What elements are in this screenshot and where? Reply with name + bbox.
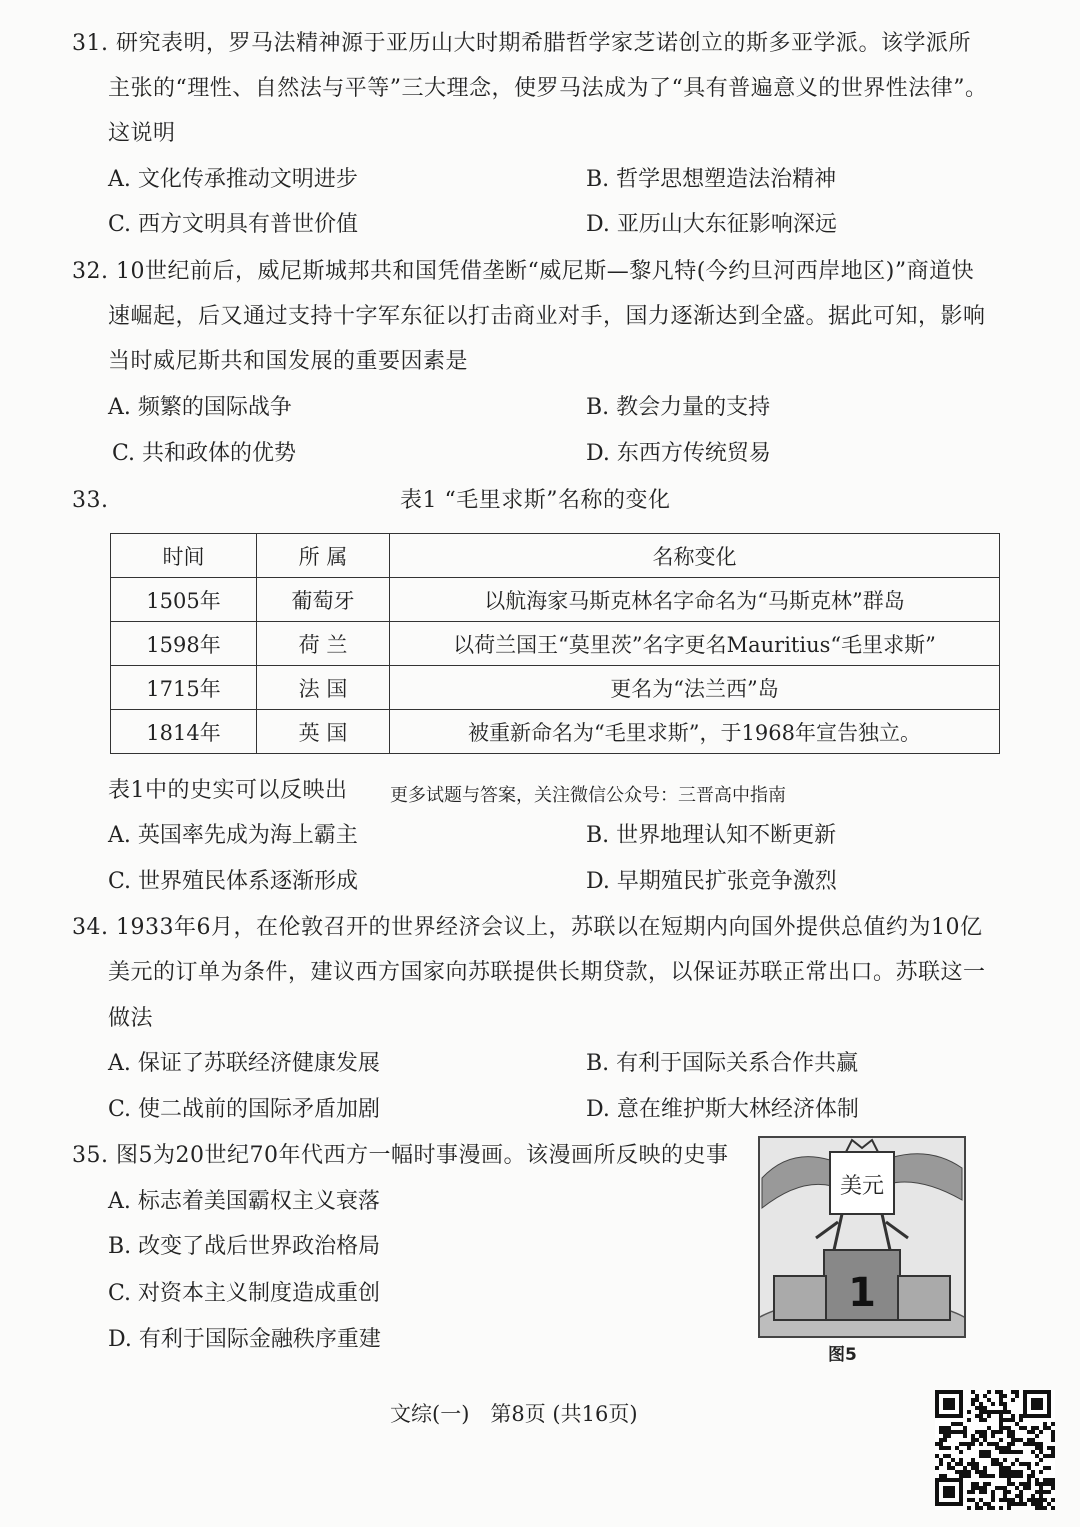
cell-change: 更名为“法兰西”岛 xyxy=(390,666,1000,710)
cell-time: 1814年 xyxy=(111,710,257,754)
q31-line-2: 主张的“理性、自然法与平等”三大理念，使罗马法成为了“具有普遍意义的世界性法律”。 xyxy=(108,76,988,101)
cartoon-sign: 美元 xyxy=(839,1174,885,1199)
q34-option-d: D. 意在维护斯大林经济体制 xyxy=(586,1097,859,1122)
q35-line-1: 35. 图5为20世纪70年代西方一幅时事漫画。该漫画所反映的史事 xyxy=(72,1143,729,1168)
page-footer: 文综(一) 第8页 (共16页) xyxy=(390,1402,638,1426)
q34-option-b: B. 有利于国际关系合作共赢 xyxy=(586,1051,859,1076)
table-row xyxy=(111,666,1000,710)
table-row xyxy=(111,578,1000,622)
promo-note: 更多试题与答案，关注微信公众号：三晋高中指南 xyxy=(390,785,786,806)
cell-change: 被重新命名为“毛里求斯”，于1968年宣告独立。 xyxy=(390,710,1000,754)
q34-option-c: C. 使二战前的国际矛盾加剧 xyxy=(108,1097,381,1122)
table-title: 表1 “毛里求斯”名称的变化 xyxy=(400,488,671,513)
cartoon-drawing xyxy=(760,1138,964,1336)
q33-option-a: A. 英国率先成为海上霸主 xyxy=(108,823,358,848)
name-change-table xyxy=(110,533,1000,754)
q32-line-3: 当时威尼斯共和国发展的重要因素是 xyxy=(108,349,469,374)
q35-option-d: D. 有利于国际金融秩序重建 xyxy=(108,1327,381,1352)
q33-option-d: D. 早期殖民扩张竞争激烈 xyxy=(586,869,837,894)
cell-change: 以荷兰国王“莫里茨”名字更名Mauritius“毛里求斯” xyxy=(390,622,1000,666)
table-row xyxy=(111,710,1000,754)
q32-line-2: 速崛起，后又通过支持十字军东征以打击商业对手，国力逐渐达到全盛。据此可知，影响 xyxy=(108,304,986,329)
q31-option-b: B. 哲学思想塑造法治精神 xyxy=(586,167,837,192)
q33-option-b: B. 世界地理认知不断更新 xyxy=(586,823,837,848)
q31-option-d: D. 亚历山大东征影响深远 xyxy=(586,212,837,237)
table-header-row xyxy=(111,534,1000,578)
q32-option-a: A. 频繁的国际战争 xyxy=(108,395,292,420)
q33-number: 33. xyxy=(72,488,109,513)
q34-line-2: 美元的订单为条件，建议西方国家向苏联提供长期贷款，以保证苏联正常出口。苏联这一 xyxy=(108,960,986,985)
q33-option-c: C. 世界殖民体系逐渐形成 xyxy=(108,869,359,894)
q34-option-a: A. 保证了苏联经济健康发展 xyxy=(108,1051,380,1076)
q32-line-1: 32. 10世纪前后，威尼斯城邦共和国凭借垄断“威尼斯—黎凡特(今约旦河西岸地区)”商道快 xyxy=(72,259,975,284)
podium-number: 1 xyxy=(848,1270,876,1316)
q32-option-b: B. 教会力量的支持 xyxy=(586,395,771,420)
q32-option-d: D. 东西方传统贸易 xyxy=(586,441,771,466)
cell-time: 1598年 xyxy=(111,622,257,666)
cell-belong: 英 国 xyxy=(257,710,390,754)
q33-stem: 表1中的史实可以反映出 xyxy=(108,778,348,803)
cell-belong: 法 国 xyxy=(257,666,390,710)
figure-caption: 图5 xyxy=(828,1345,857,1365)
cell-change: 以航海家马斯克林名字命名为“马斯克林”群岛 xyxy=(390,578,1000,622)
q35-option-b: B. 改变了战后世界政治格局 xyxy=(108,1234,381,1259)
q32-option-c: C. 共和政体的优势 xyxy=(112,441,297,466)
q34-line-3: 做法 xyxy=(108,1006,154,1031)
q31-line-3: 这说明 xyxy=(108,121,176,146)
q31-option-c: C. 西方文明具有普世价值 xyxy=(108,212,359,237)
header-change: 名称变化 xyxy=(390,534,1000,578)
cell-time: 1505年 xyxy=(111,578,257,622)
q35-option-a: A. 标志着美国霸权主义衰落 xyxy=(108,1189,380,1214)
q31-line-1: 31. 研究表明，罗马法精神源于亚历山大时期希腊哲学家芝诺创立的斯多亚学派。该学派所 xyxy=(72,31,971,56)
cell-time: 1715年 xyxy=(111,666,257,710)
cell-belong: 葡萄牙 xyxy=(257,578,390,622)
table-row xyxy=(111,622,1000,666)
q35-option-c: C. 对资本主义制度造成重创 xyxy=(108,1281,381,1306)
header-time: 时间 xyxy=(111,534,257,578)
q34-line-1: 34. 1933年6月，在伦敦召开的世界经济会议上，苏联以在短期内向国外提供总值约为10亿 xyxy=(72,915,983,940)
cell-belong: 荷 兰 xyxy=(257,622,390,666)
cartoon-figure xyxy=(758,1136,966,1338)
q31-option-a: A. 文化传承推动文明进步 xyxy=(108,167,358,192)
qr-code xyxy=(935,1390,1055,1510)
header-belong: 所 属 xyxy=(257,534,390,578)
